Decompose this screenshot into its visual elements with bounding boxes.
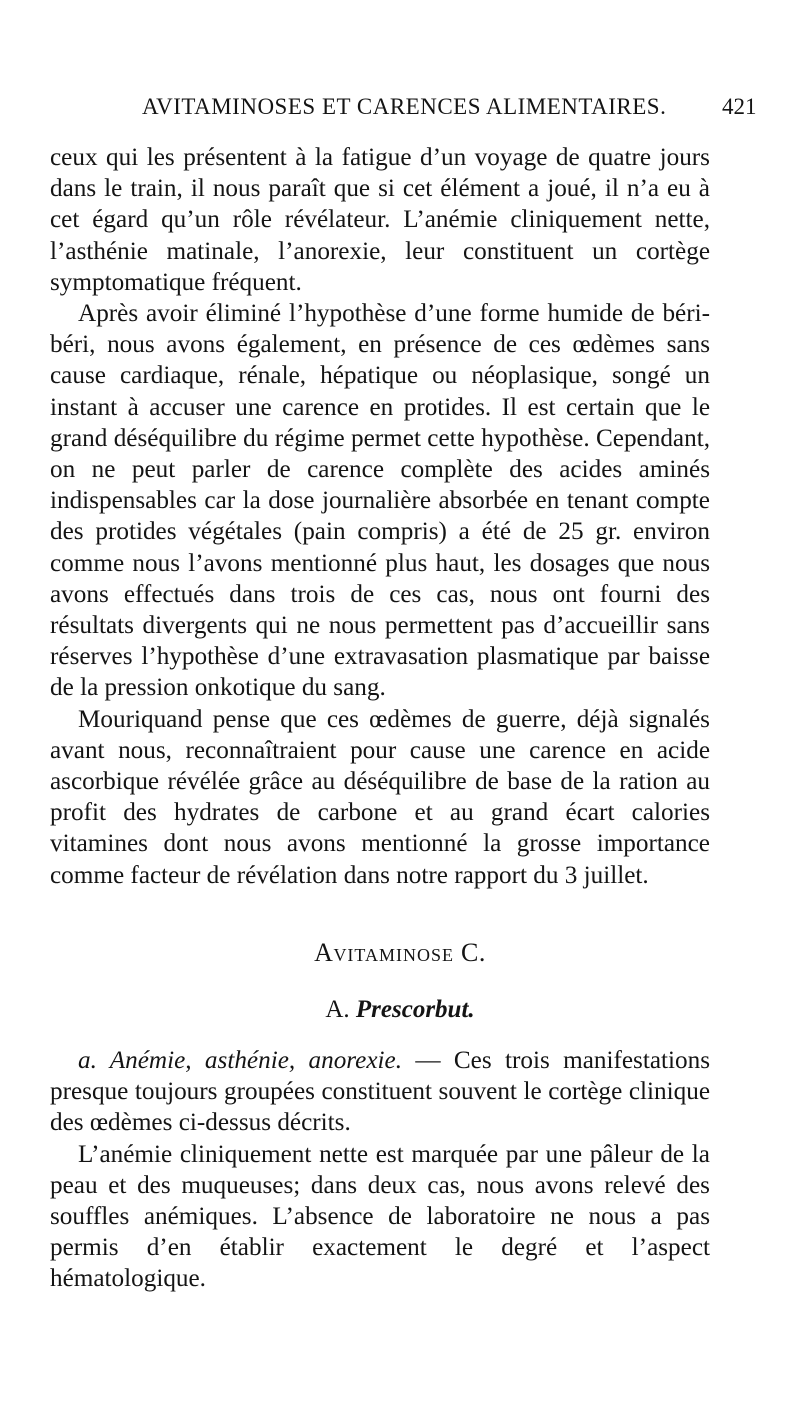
section-heading-initial: A (314, 938, 334, 967)
body-text-bottom (50, 1045, 710, 1295)
paragraph-continuation: ceux qui les présentent à la fatigue d’un voyage de quatre jours dans le train, il nous paraît que si cet élément a joué, il n’a eu à cet égard qu’un rôle révélateur. L’anémie cliniquement nette, l’asthénie matinale, l’anorexie, leur constituent un cortège symptomatique fréquent. (50, 144, 710, 296)
paragraph-mouriquand: Mouriquand pense que ces œdèmes de guerre, déjà signalés avant nous, reconnaîtraient pour cause une carence en acide ascorbique révélée grâce au déséquilibre de base de la ration au profit des hydrates de carbone et au grand écart calories vitamines dont nous avons mentionné la grosse importance comme facteur de révélation dans notre rapport du 3 juillet. (50, 705, 710, 889)
section-heading (0, 938, 800, 968)
subsection-italic-title: Prescorbut. (355, 996, 475, 1023)
paragraph-beriberi: Après avoir éliminé l’hypothèse d’une forme humide de béri-béri, nous avons également, en présence de ces œdèmes sans cause cardiaque, rénale, hépatique ou néoplasique, songé un instant à accuser une carence en protides. Il est certain que le grand déséquilibre du régime permet cette hypothèse. Cependant, on ne peut parler de carence complète des acides aminés indispensables car la dose journalière absorbée en tenant compte des protides végétales (pain compris) a été de 25 gr. environ comme nous l’avons mentionné plus haut, les dosages que nous avons effectués dans trois de ces cas, nous ont fourni des résultats divergents qui ne nous permettent pas d’accueillir sans réserves l’hypothèse d’une extravasation plasmatique par baisse de la pression onkotique du sang. (50, 300, 710, 702)
paragraph-lead: a. Anémie, asthénie, anorexie. (78, 1047, 402, 1074)
subsection-label: A. (325, 996, 350, 1023)
running-title: AVITAMINOSES ET CARENCES ALIMENTAIRES. (142, 94, 667, 119)
paragraph-anemie-detail: L’anémie cliniquement nette est marquée par une pâleur de la peau et des muqueuses; dans deux cas, nous avons relevé des souffles anémiques. L’absence de laboratoire ne nous a pas permis d’en établir exactement le degré et l’aspect hématologique. (50, 1140, 710, 1293)
body-text-top (50, 142, 710, 891)
paragraph-anemie (50, 1045, 710, 1139)
page-number: 421 (722, 94, 757, 119)
section-heading-smallcaps: VITAMINOSE (333, 945, 454, 965)
subsection-heading (0, 996, 800, 1024)
section-heading-suffix: C. (461, 938, 486, 967)
paragraph-lead-rest: — Ces trois manifestations presque toujours groupées constituent souvent le cortège clinique des œdèmes ci-dessus décrits. (50, 1047, 710, 1137)
